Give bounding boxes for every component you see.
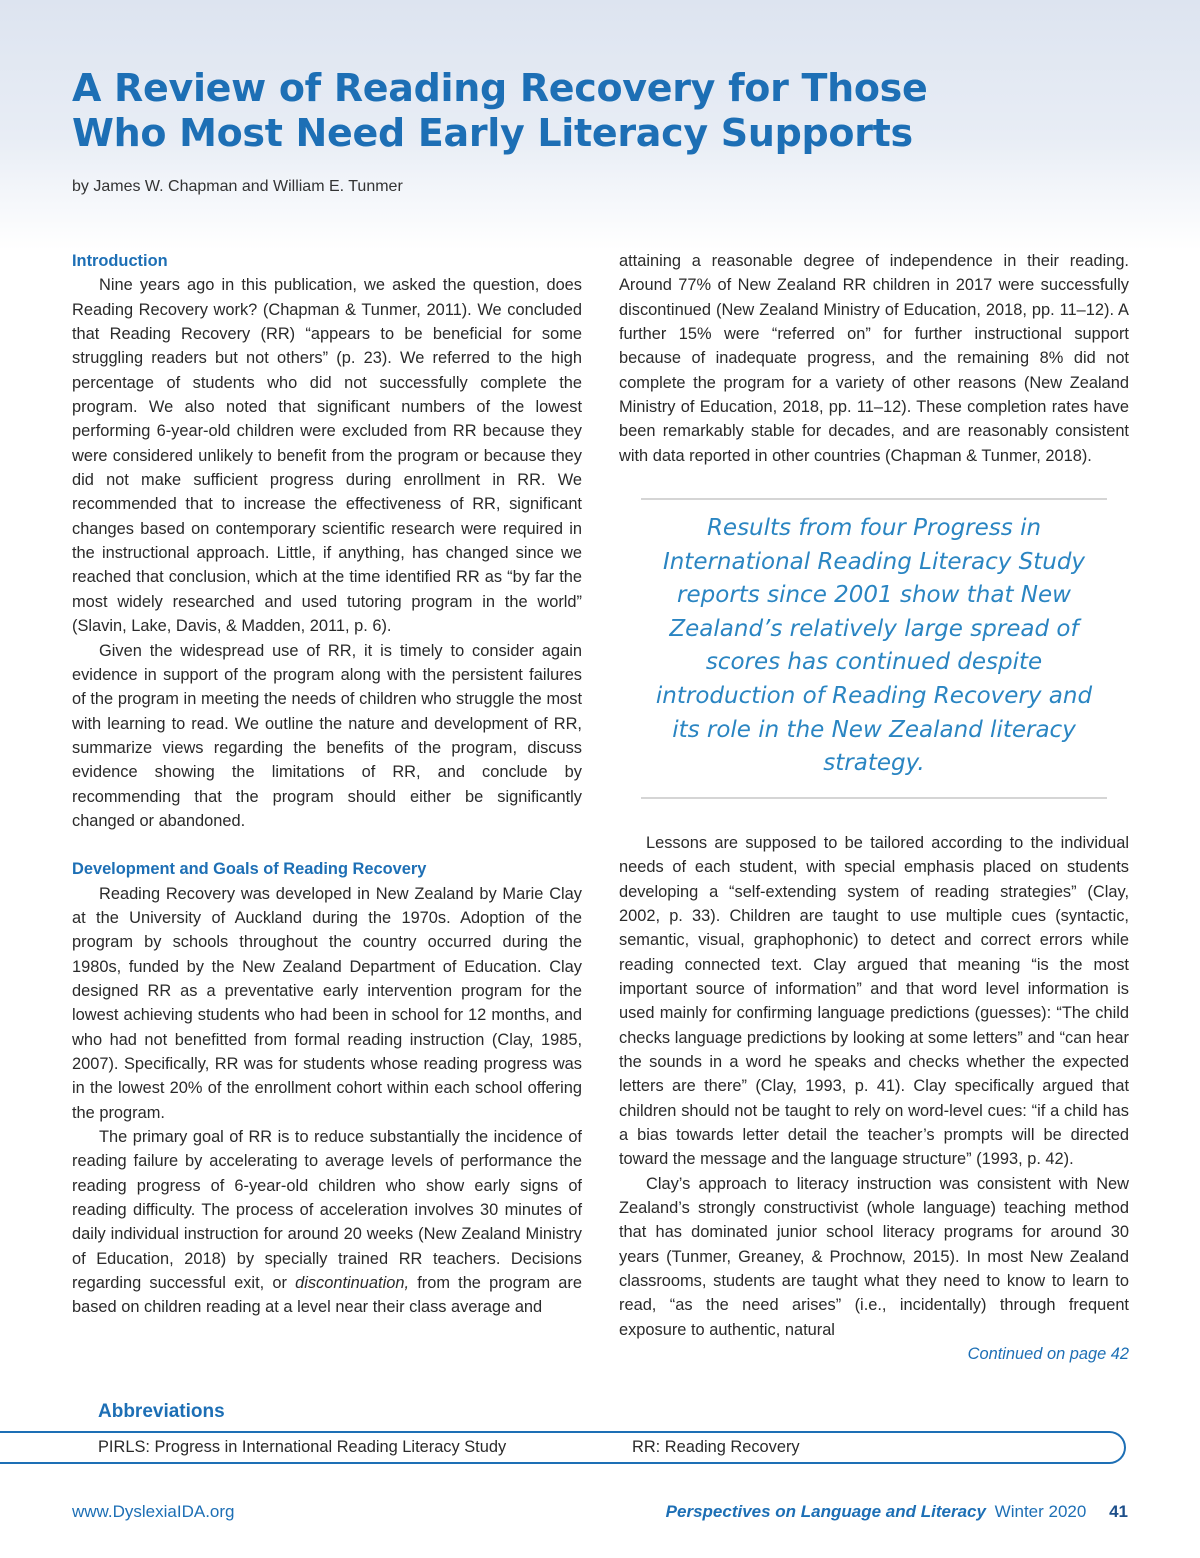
footer-publication <box>666 1502 1128 1522</box>
right-column <box>619 249 1129 1366</box>
article-title-line-2: Who Most Need Early Literacy Supports <box>72 111 913 155</box>
paragraph: Reading Recovery was developed in New Zealand by Marie Clay at the University of Auckland during the 1970s. Adoption of the program by schools throughout the country occurred during the 1980s, funded by the New Zealand Department of Education. Clay designed RR as a preventative early intervention program for the lowest achieving students who had been in school for 12 months, and who had not benefitted from formal reading instruction (Clay, 1985, 2007). Specifically, RR was for students whose reading progress was in the lowest 20% of the enrollment cohort within each school offering the program. <box>72 884 582 1122</box>
section-heading-introduction: Introduction <box>72 252 168 270</box>
paragraph: Lessons are supposed to be tailored according to the individual needs of each student, with special emphasis placed on students developing a “self-extending system of reading strategies” (Clay, 2002, p. 33). Children are taught to use multiple cues (syntactic, semantic, visual, graphophonic) to detect and correct errors while reading connected text. Clay argued that meaning “is the most important source of information” and that word level information is used mainly for confirming language predictions (guesses): “The child checks language predictions by looking at some letters” and “can hear the sounds in a word he speaks and checks whether the expected letters are there” (Clay, 1993, p. 41). Clay specifically argued that children should not be taught to rely on word-level cues: “if a child has a bias towards letter detail the teacher’s prompts will be directed toward the message and the language structure” (1993, p. 42). <box>619 833 1129 1169</box>
continued-link[interactable]: Continued on page 42 <box>967 1345 1129 1364</box>
section-heading-development: Development and Goals of Reading Recovery <box>72 860 427 879</box>
paragraph-text: The primary goal of RR is to reduce substantially the incidence of reading failure by accelerating to average levels of performance the reading progress of 6-year-old children who show early signs of reading difficulty. The process of acceleration involves 30 minutes of daily individual instruction for around 20 weeks (New Zealand Ministry of Education, 2018) by specially trained RR teachers. Decisions regarding successful exit, or <box>72 1128 582 1293</box>
paragraph: Clay’s approach to literacy instruction was consistent with New Zealand’s strongly constructivist (whole language) teaching method that has dominated junior school literacy programs for around 30 years (Tunmer, Greaney, & Prochnow, 2015). In most New Zealand classrooms, students are taught what they need to know to learn to read, “as the need arises” (i.e., incidentally) through frequent exposure to authentic, natural <box>619 1174 1129 1339</box>
footer-website-link[interactable]: www.DyslexiaIDA.org <box>72 1502 235 1521</box>
paragraph: attaining a reasonable degree of independence in their reading. Around 77% of New Zealand RR children in 2017 were successfully discontinued (New Zealand Ministry of Education, 2018, pp. 11–12). A further 15% were “referred on” for further instructional support because of inadequate progress, and the remaining 8% did not complete the program for a variety of other reasons (New Zealand Ministry of Education, 2018, pp. 11–12). These completion rates have been remarkably stable for decades, and are reasonably consistent with data reported in other countries (Chapman & Tunmer, 2018). <box>619 252 1129 465</box>
journal-name: Perspectives on Language and Literacy <box>665 1502 986 1521</box>
abbreviations-heading: Abbreviations <box>98 1401 225 1422</box>
emphasis-term: discontinuation, <box>295 1274 410 1293</box>
pull-quote: Results from four Progress in International Reading Literacy Study reports since 2001 show that New Zealand’s relatively large spread of scores has continued despite introduction of Reading Recovery and its role in the New Zealand literacy strategy. <box>641 498 1107 799</box>
paragraph: Given the widespread use of RR, it is timely to consider again evidence in support of the program along with the persistent failures of the program in meeting the needs of children who struggle the most with learning to read. We outline the nature and development of RR, summarize views regarding the benefits of the program, discuss evidence showing the limitations of RR, and conclude by recommending that the program should either be significantly changed or abandoned. <box>72 641 582 830</box>
issue-date: Winter 2020 <box>994 1502 1087 1521</box>
abbreviations-box <box>0 1431 1126 1464</box>
abbreviation-pirls: PIRLS: Progress in International Reading Literacy Study <box>98 1438 507 1456</box>
paragraph-text: from the program are based on children reading at a level near their class average and <box>72 1274 582 1317</box>
article-title <box>72 66 1132 156</box>
page-number: 41 <box>1109 1502 1128 1521</box>
abbreviation-rr: RR: Reading Recovery <box>632 1438 800 1456</box>
byline: by James W. Chapman and William E. Tunmer <box>72 178 403 195</box>
paragraph: Nine years ago in this publication, we asked the question, does Reading Recovery work? (Chapman & Tunmer, 2011). We concluded that Reading Recovery (RR) “appears to be beneficial for some struggling readers but not others” (p. 23). We referred to the high percentage of students who did not successfully complete the program. We also noted that significant numbers of the lowest performing 6-year-old children were excluded from RR because they were considered unlikely to benefit from the program or because they did not make sufficient progress during enrollment in RR. We recommended that to increase the effectiveness of RR, significant changes based on contemporary scientific research were required in the instructional approach. Little, if anything, has changed since we reached that conclusion, which at the time identified RR as “by far the most widely researched and used tutoring program in the world” (Slavin, Lake, Davis, & Madden, 2011, p. 6). <box>72 276 582 636</box>
section-gap <box>72 833 582 857</box>
left-column <box>72 249 582 1320</box>
paragraph <box>72 1125 582 1320</box>
article-title-line-1: A Review of Reading Recovery for Those <box>72 66 928 110</box>
